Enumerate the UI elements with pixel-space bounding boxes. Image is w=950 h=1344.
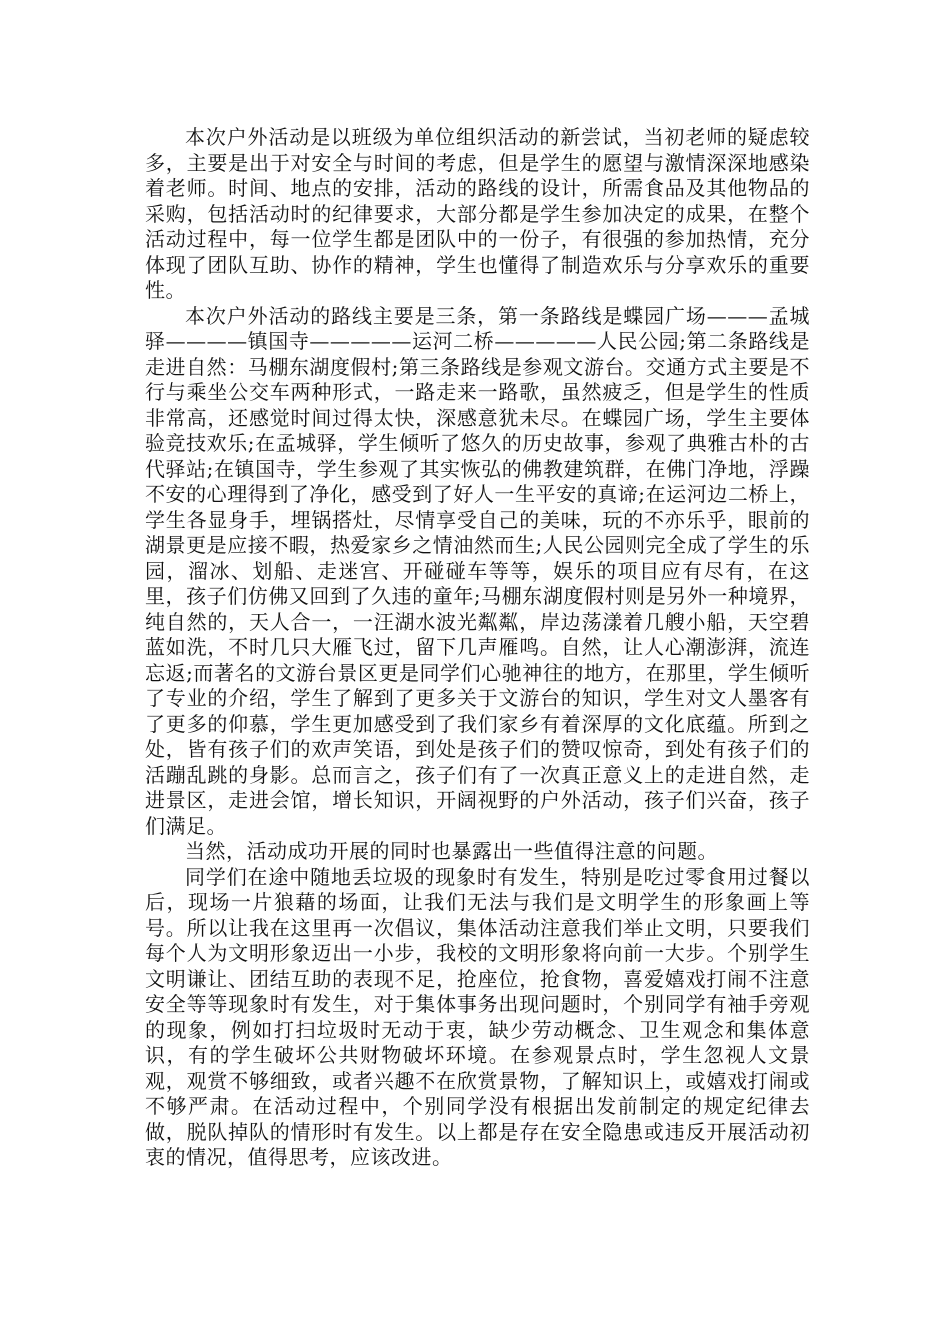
paragraph-problems-detail: 同学们在途中随地丢垃圾的现象时有发生，特别是吃过零食用过餐以后，现场一片狼藉的场面，让我们无法与我们是文明学生的形象画上等号。所以让我在这里再一次倡议，集体活动注意我们举止文明，只要我们每个人为文明形象迈出一小步，我校的文明形象将向前一大步。个别学生文明谦让、团结互助的表现不足，抢座位，抢食物，喜爱嬉戏打闹不注意安全等等现象时有发生，对于集体事务出现问题时，个别同学有袖手旁观的现象，例如打扫垃圾时无动于衷，缺少劳动概念、卫生观念和集体意识，有的学生破坏公共财物破坏环境。在参观景点时，学生忽视人文景观，观赏不够细致，或者兴趣不在欣赏景物，了解知识上，或嬉戏打闹或不够严肃。在活动过程中，个别同学没有根据出发前制定的规定纪律去做，脱队掉队的情形时有发生。以上都是存在安全隐患或违反开展活动初衷的情况，值得思考，应该改进。 [145, 864, 810, 1169]
paragraph-problems-intro: 当然，活动成功开展的同时也暴露出一些值得注意的问题。 [185, 839, 718, 863]
document-page [145, 125, 810, 1171]
paragraph-activity-overview: 本次户外活动是以班级为单位组织活动的新尝试，当初老师的疑虑较多，主要是出于对安全与时间的考虑，但是学生的愿望与激情深深地感染着老师。时间、地点的安排，活动的路线的设计，所需食品及其他物品的采购，包括活动时的纪律要求，大部分都是学生参加决定的成果，在整个活动过程中，每一位学生都是团队中的一份子，有很强的参加热情，充分体现了团队互助、协作的精神，学生也懂得了制造欢乐与分享欢乐的重要性。 [145, 125, 810, 302]
paragraph-activity-routes: 本次户外活动的路线主要是三条，第一条路线是蝶园广场———孟城驿————镇国寺—————运河二桥—————人民公园;第二条路线是走进自然：马棚东湖度假村;第三条路线是参观文游台。交通方式主要是不行与乘坐公交车两种形式，一路走来一路歌，虽然疲乏，但是学生的性质非常高，还感觉时间过得太快，深感意犹未尽。在蝶园广场，学生主要体验竞技欢乐;在孟城驿，学生倾听了悠久的历史故事，参观了典雅古朴的古代驿站;在镇国寺，学生参观了其实恢弘的佛教建筑群，在佛门净地，浮躁不安的心理得到了净化，感受到了好人一生平安的真谛;在运河边二桥上，学生各显身手，埋锅搭灶，尽情享受自己的美味，玩的不亦乐乎，眼前的湖景更是应接不暇，热爱家乡之情油然而生;人民公园则完全成了学生的乐园，溜冰、划船、走迷宫、开碰碰车等等，娱乐的项目应有尽有，在这里，孩子们仿佛又回到了久违的童年;马棚东湖度假村则是另外一种境界，纯自然的，天人合一，一汪湖水波光粼粼，岸边荡漾着几艘小船，天空碧蓝如洗，不时几只大雁飞过，留下几声雁鸣。自然，让人心潮澎湃，流连忘返;而著名的文游台景区更是同学们心驰神往的地方，在那里，学生倾听了专业的介绍，学生了解到了更多关于文游台的知识，学生对文人墨客有了更多的仰慕，学生更加感受到了我们家乡有着深厚的文化底蕴。所到之处，皆有孩子们的欢声笑语，到处是孩子们的赞叹惊奇，到处有孩子们的活蹦乱跳的身影。总而言之，孩子们有了一次真正意义上的走进自然，走进景区，走进会馆，增长知识，开阔视野的户外活动，孩子们兴奋，孩子们满足。 [145, 303, 810, 838]
